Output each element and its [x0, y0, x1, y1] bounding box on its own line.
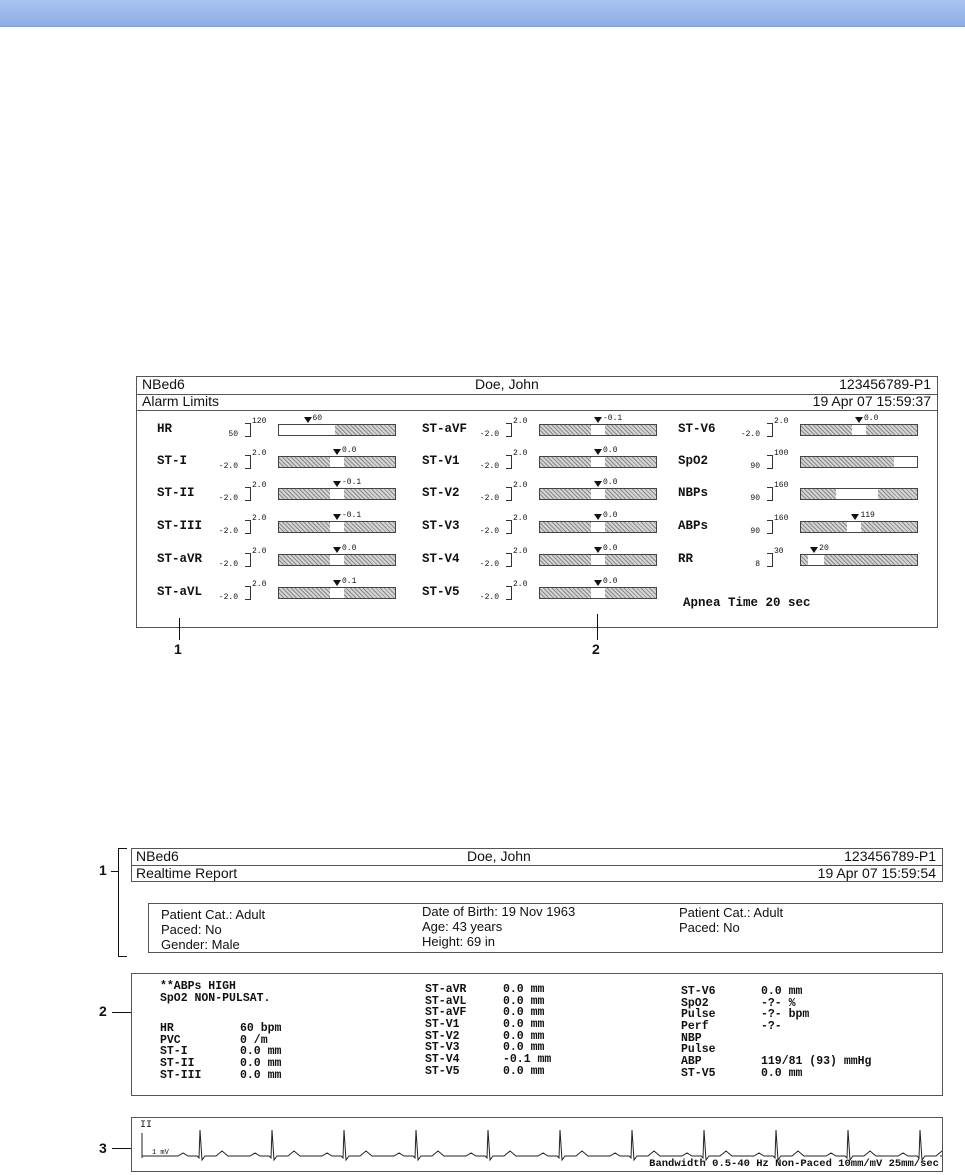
- bar-current-range: [894, 457, 917, 467]
- current-value-label: -0.1: [603, 414, 623, 423]
- current-value-marker: [333, 547, 341, 553]
- vital-label: ST-III: [160, 1068, 202, 1082]
- bar-current-range: [330, 588, 344, 598]
- current-value-marker: [333, 449, 341, 455]
- bar-current-range: [279, 425, 335, 435]
- alarm-low-limit: 90: [750, 527, 760, 536]
- alarm-limit-bar-st-v2: [539, 488, 657, 500]
- alarm-high-limit: 2.0: [252, 580, 267, 589]
- vital-value: 0.0 mm: [240, 1057, 282, 1071]
- alarm-low-limit: 90: [750, 462, 760, 471]
- alarm-low-limit: -2.0: [218, 527, 238, 536]
- alarm-high-limit: 2.0: [513, 449, 528, 458]
- alarm-param-label-abps: ABPs: [678, 519, 709, 533]
- alarm-limit-bar-st-iii: [278, 521, 396, 533]
- vital-row: [681, 1066, 803, 1080]
- current-value-label: 0.1: [342, 577, 357, 586]
- limit-bracket: [245, 520, 251, 534]
- vital-value: 0.0 mm: [503, 1006, 545, 1020]
- limit-bracket: [245, 423, 251, 437]
- vital-value: -?- bpm: [761, 1008, 810, 1022]
- vital-value: 0.0 mm: [761, 985, 803, 998]
- vital-value: 0.0 mm: [503, 1041, 545, 1055]
- alarm-high-limit: 2.0: [252, 514, 267, 523]
- bar-current-range: [591, 588, 605, 598]
- alarm-param-label-st-v2: ST-V2: [422, 486, 460, 500]
- ecg-strip: [131, 1117, 943, 1172]
- current-value-label: 0.0: [603, 478, 618, 487]
- alarm-low-limit: -2.0: [479, 560, 499, 569]
- vital-value: 0.0 mm: [503, 1018, 545, 1032]
- vital-label: ST-V2: [425, 1029, 460, 1043]
- current-value-label: 0.0: [342, 446, 357, 455]
- limit-bracket: [767, 487, 773, 501]
- ecg-scale-label: 1 mV: [152, 1149, 169, 1157]
- bar-current-range: [847, 522, 861, 532]
- vital-label: Pulse: [681, 1008, 716, 1022]
- bar-current-range: [591, 425, 605, 435]
- alarm-low-limit: -2.0: [218, 593, 238, 602]
- vitals-column-1: [160, 1022, 282, 1082]
- alarm-high-limit: 2.0: [513, 547, 528, 556]
- vital-value: -?-: [761, 1020, 782, 1034]
- vital-label: ABP: [681, 1055, 702, 1069]
- vital-label: ST-V5: [681, 1066, 716, 1080]
- callout-line-1: [179, 618, 180, 640]
- current-value-label: 20: [819, 544, 829, 553]
- alarm-param-label-st-v4: ST-V4: [422, 552, 460, 566]
- callout-2: 2: [592, 641, 600, 657]
- ecg-footer: Bandwidth 0.5-40 Hz Non-Paced 10mm/mV 25mm/sec: [649, 1158, 939, 1170]
- vital-label: Pulse: [681, 1043, 716, 1057]
- limit-bracket: [506, 487, 512, 501]
- callout-1: 1: [174, 641, 182, 657]
- vital-value: -?- %: [761, 996, 796, 1010]
- alarm-high-limit: 160: [774, 481, 789, 490]
- alarm-limit-bar-st-v6: [800, 424, 918, 436]
- alarm-limit-bar-st-avl: [278, 587, 396, 599]
- current-value-label: 60: [312, 414, 323, 423]
- alarm-limit-bar-rr: [800, 554, 918, 566]
- limit-bracket: [767, 553, 773, 567]
- current-value-label: 0.0: [603, 544, 618, 553]
- alarm-limit-bar-st-v4: [539, 554, 657, 566]
- alarm-limit-bar-st-i: [278, 456, 396, 468]
- bed-label: NBed6: [142, 376, 185, 392]
- alarm-low-limit: -2.0: [479, 462, 499, 471]
- realtime-header: [131, 848, 943, 882]
- vital-value: 0.0 mm: [503, 994, 545, 1008]
- vital-label: ST-I: [160, 1045, 188, 1059]
- vital-value: 0.0 mm: [503, 1029, 545, 1043]
- vital-label: PVC: [160, 1033, 181, 1047]
- current-value-marker: [304, 417, 312, 423]
- limit-bracket: [506, 520, 512, 534]
- alarm-param-label-st-v5: ST-V5: [422, 585, 460, 599]
- vital-value: 0.0 mm: [240, 1045, 282, 1059]
- patient-info-col-2: Date of Birth: 19 Nov 1963 Age: 43 years Height: 69 in: [422, 904, 576, 949]
- vital-label: ST-V1: [425, 1018, 460, 1032]
- alarm-param-label-hr: HR: [157, 422, 173, 436]
- bar-current-range: [591, 555, 605, 565]
- vitals-column-3: [681, 985, 872, 1080]
- vital-label: ST-aVL: [425, 994, 467, 1008]
- alarm-param-label-st-v6: ST-V6: [678, 422, 716, 436]
- alarm-limit-bar-nbps: [800, 488, 918, 500]
- vital-label: NBP: [681, 1031, 702, 1045]
- top-banner: [0, 0, 965, 27]
- alarm-low-limit: -2.0: [479, 527, 499, 536]
- vital-value: 60 bpm: [240, 1022, 282, 1035]
- alarm-param-label-st-v3: ST-V3: [422, 519, 460, 533]
- current-value-label: 0.0: [864, 414, 879, 423]
- alarm-high-limit: 120: [252, 417, 267, 426]
- vital-value: 0.0 mm: [503, 1064, 545, 1078]
- alarm-limit-bar-spo2: [800, 456, 918, 468]
- alarm-param-label-st-iii: ST-III: [157, 519, 203, 533]
- alarm-limit-bar-st-v5: [539, 587, 657, 599]
- vital-value: -0.1 mm: [503, 1053, 552, 1067]
- vital-value: 0.0 mm: [240, 1068, 282, 1082]
- alarm-low-limit: 90: [750, 494, 760, 503]
- bar-current-range: [330, 489, 344, 499]
- alarm-limit-bar-st-v1: [539, 456, 657, 468]
- section-3-tick: [112, 1148, 132, 1149]
- alarm-param-label-nbps: NBPs: [678, 486, 709, 500]
- current-value-marker: [333, 580, 341, 586]
- realtime-callout-3: 3: [99, 1140, 107, 1156]
- bar-current-range: [808, 555, 824, 565]
- alarm-limit-bar-st-avf: [539, 424, 657, 436]
- report-title: Alarm Limits: [142, 393, 220, 409]
- alarm-high-limit: 2.0: [513, 417, 528, 426]
- realtime-title: Realtime Report: [136, 865, 238, 881]
- vital-label: ST-V4: [425, 1053, 460, 1067]
- bar-current-range: [836, 489, 878, 499]
- section-1-tick: [111, 871, 118, 872]
- vital-row: [425, 1064, 545, 1078]
- alarm-high-limit: 2.0: [252, 449, 267, 458]
- vitals-panel: [131, 973, 943, 1096]
- vital-label: HR: [160, 1022, 174, 1035]
- vitals-column-2: [425, 983, 552, 1078]
- alarm-high-limit: 30: [774, 547, 784, 556]
- alarm-param-label-spo2: SpO2: [678, 454, 709, 468]
- alarm-limit-bar-st-v3: [539, 521, 657, 533]
- limit-bracket: [506, 586, 512, 600]
- limit-bracket: [245, 455, 251, 469]
- limit-bracket: [506, 553, 512, 567]
- vital-label: SpO2: [681, 996, 709, 1010]
- current-value-label: -0.1: [342, 478, 362, 487]
- current-value-label: 0.0: [603, 446, 618, 455]
- alarm-param-label-st-i: ST-I: [157, 454, 188, 468]
- current-value-marker: [594, 481, 602, 487]
- vital-value: 0.0 mm: [503, 983, 545, 996]
- current-value-marker: [333, 481, 341, 487]
- alarm-low-limit: -2.0: [218, 462, 238, 471]
- vital-label: ST-V6: [681, 985, 716, 998]
- vital-value: 0 /m: [240, 1033, 268, 1047]
- alarm-high-limit: 100: [774, 449, 789, 458]
- bar-current-range: [330, 555, 344, 565]
- bar-current-range: [591, 457, 605, 467]
- callout-line-2: [597, 614, 598, 640]
- current-value-marker: [594, 417, 602, 423]
- alarm-param-label-st-avl: ST-aVL: [157, 585, 203, 599]
- current-value-marker: [594, 449, 602, 455]
- limit-bracket: [506, 455, 512, 469]
- bar-current-range: [591, 522, 605, 532]
- patient-info-col-3: Patient Cat.: Adult Paced: No: [679, 905, 784, 935]
- section-1-bracket: [118, 848, 127, 957]
- vital-label: ST-aVF: [425, 1006, 467, 1020]
- vital-value: 119/81 (93) mmHg: [761, 1055, 872, 1069]
- vital-label: ST-V5: [425, 1064, 460, 1078]
- vital-label: ST-II: [160, 1057, 195, 1071]
- bar-current-range: [330, 457, 344, 467]
- alarm-limit-bar-abps: [800, 521, 918, 533]
- alarm-high-limit: 2.0: [513, 514, 528, 523]
- current-value-marker: [594, 547, 602, 553]
- alarm-limit-bar-st-avr: [278, 554, 396, 566]
- apnea-time: Apnea Time 20 sec: [683, 596, 811, 610]
- limit-bracket: [506, 423, 512, 437]
- alarm-high-limit: 2.0: [513, 580, 528, 589]
- alarm-low-limit: -2.0: [740, 430, 760, 439]
- patient-info-panel: [148, 903, 943, 953]
- alarm-low-limit: -2.0: [479, 494, 499, 503]
- alarm-limit-bar-st-ii: [278, 488, 396, 500]
- alarm-limits-report: [136, 376, 938, 628]
- alarm-low-limit: -2.0: [218, 560, 238, 569]
- bar-current-range: [591, 489, 605, 499]
- current-value-marker: [851, 514, 859, 520]
- alarm-low-limit: -2.0: [479, 593, 499, 602]
- vital-label: ST-V3: [425, 1041, 460, 1055]
- limit-bracket: [767, 455, 773, 469]
- alarm-low-limit: 50: [228, 430, 238, 439]
- realtime-callout-1: 1: [99, 862, 107, 878]
- vital-value: 0.0 mm: [761, 1066, 803, 1080]
- alarm-param-label-st-v1: ST-V1: [422, 454, 460, 468]
- current-value-label: 119: [860, 511, 875, 520]
- current-value-marker: [333, 514, 341, 520]
- current-value-label: 0.0: [342, 544, 357, 553]
- realtime-datetime: 19 Apr 07 15:59:54: [817, 865, 936, 881]
- bar-current-range: [852, 425, 866, 435]
- alarm-low-limit: -2.0: [479, 430, 499, 439]
- vital-label: ST-aVR: [425, 983, 467, 996]
- alarm-high-limit: 2.0: [252, 481, 267, 490]
- alarm-messages: **ABPs HIGH SpO2 NON-PULSAT.: [160, 980, 271, 1005]
- current-value-marker: [594, 514, 602, 520]
- report-datetime: 19 Apr 07 15:59:37: [812, 393, 931, 409]
- alarm-param-label-rr: RR: [678, 552, 694, 566]
- alarm-low-limit: 8: [755, 560, 760, 569]
- alarm-param-label-st-ii: ST-II: [157, 486, 195, 500]
- current-value-label: 0.0: [603, 511, 618, 520]
- limit-bracket: [767, 423, 773, 437]
- current-value-label: -0.1: [342, 511, 362, 520]
- vital-label: Perf: [681, 1020, 709, 1034]
- current-value-label: 0.0: [603, 577, 618, 586]
- realtime-patient-name: Doe, John: [467, 848, 531, 864]
- ecg-lead-label: II: [140, 1120, 153, 1131]
- realtime-callout-2: 2: [99, 1003, 107, 1019]
- vital-row: [160, 1068, 282, 1082]
- alarm-high-limit: 2.0: [774, 417, 789, 426]
- alarm-param-label-st-avf: ST-aVF: [422, 422, 468, 436]
- current-value-marker: [810, 547, 818, 553]
- alarm-high-limit: 2.0: [513, 481, 528, 490]
- limit-bracket: [245, 487, 251, 501]
- current-value-marker: [855, 417, 863, 423]
- limit-bracket: [245, 553, 251, 567]
- bar-current-range: [330, 522, 344, 532]
- section-2-tick: [112, 1012, 132, 1013]
- limit-bracket: [245, 586, 251, 600]
- current-value-marker: [594, 580, 602, 586]
- alarm-low-limit: -2.0: [218, 494, 238, 503]
- patient-name: Doe, John: [475, 376, 539, 392]
- realtime-bed-label: NBed6: [136, 848, 179, 864]
- alarm-param-label-st-avr: ST-aVR: [157, 552, 203, 566]
- alarm-high-limit: 160: [774, 514, 789, 523]
- realtime-patient-id: 123456789-P1: [844, 848, 936, 864]
- alarm-high-limit: 2.0: [252, 547, 267, 556]
- alarm-limit-bar-hr: [278, 424, 396, 436]
- patient-id: 123456789-P1: [839, 376, 931, 392]
- patient-info-col-1: Patient Cat.: Adult Paced: No Gender: Male: [161, 907, 266, 952]
- limit-bracket: [767, 520, 773, 534]
